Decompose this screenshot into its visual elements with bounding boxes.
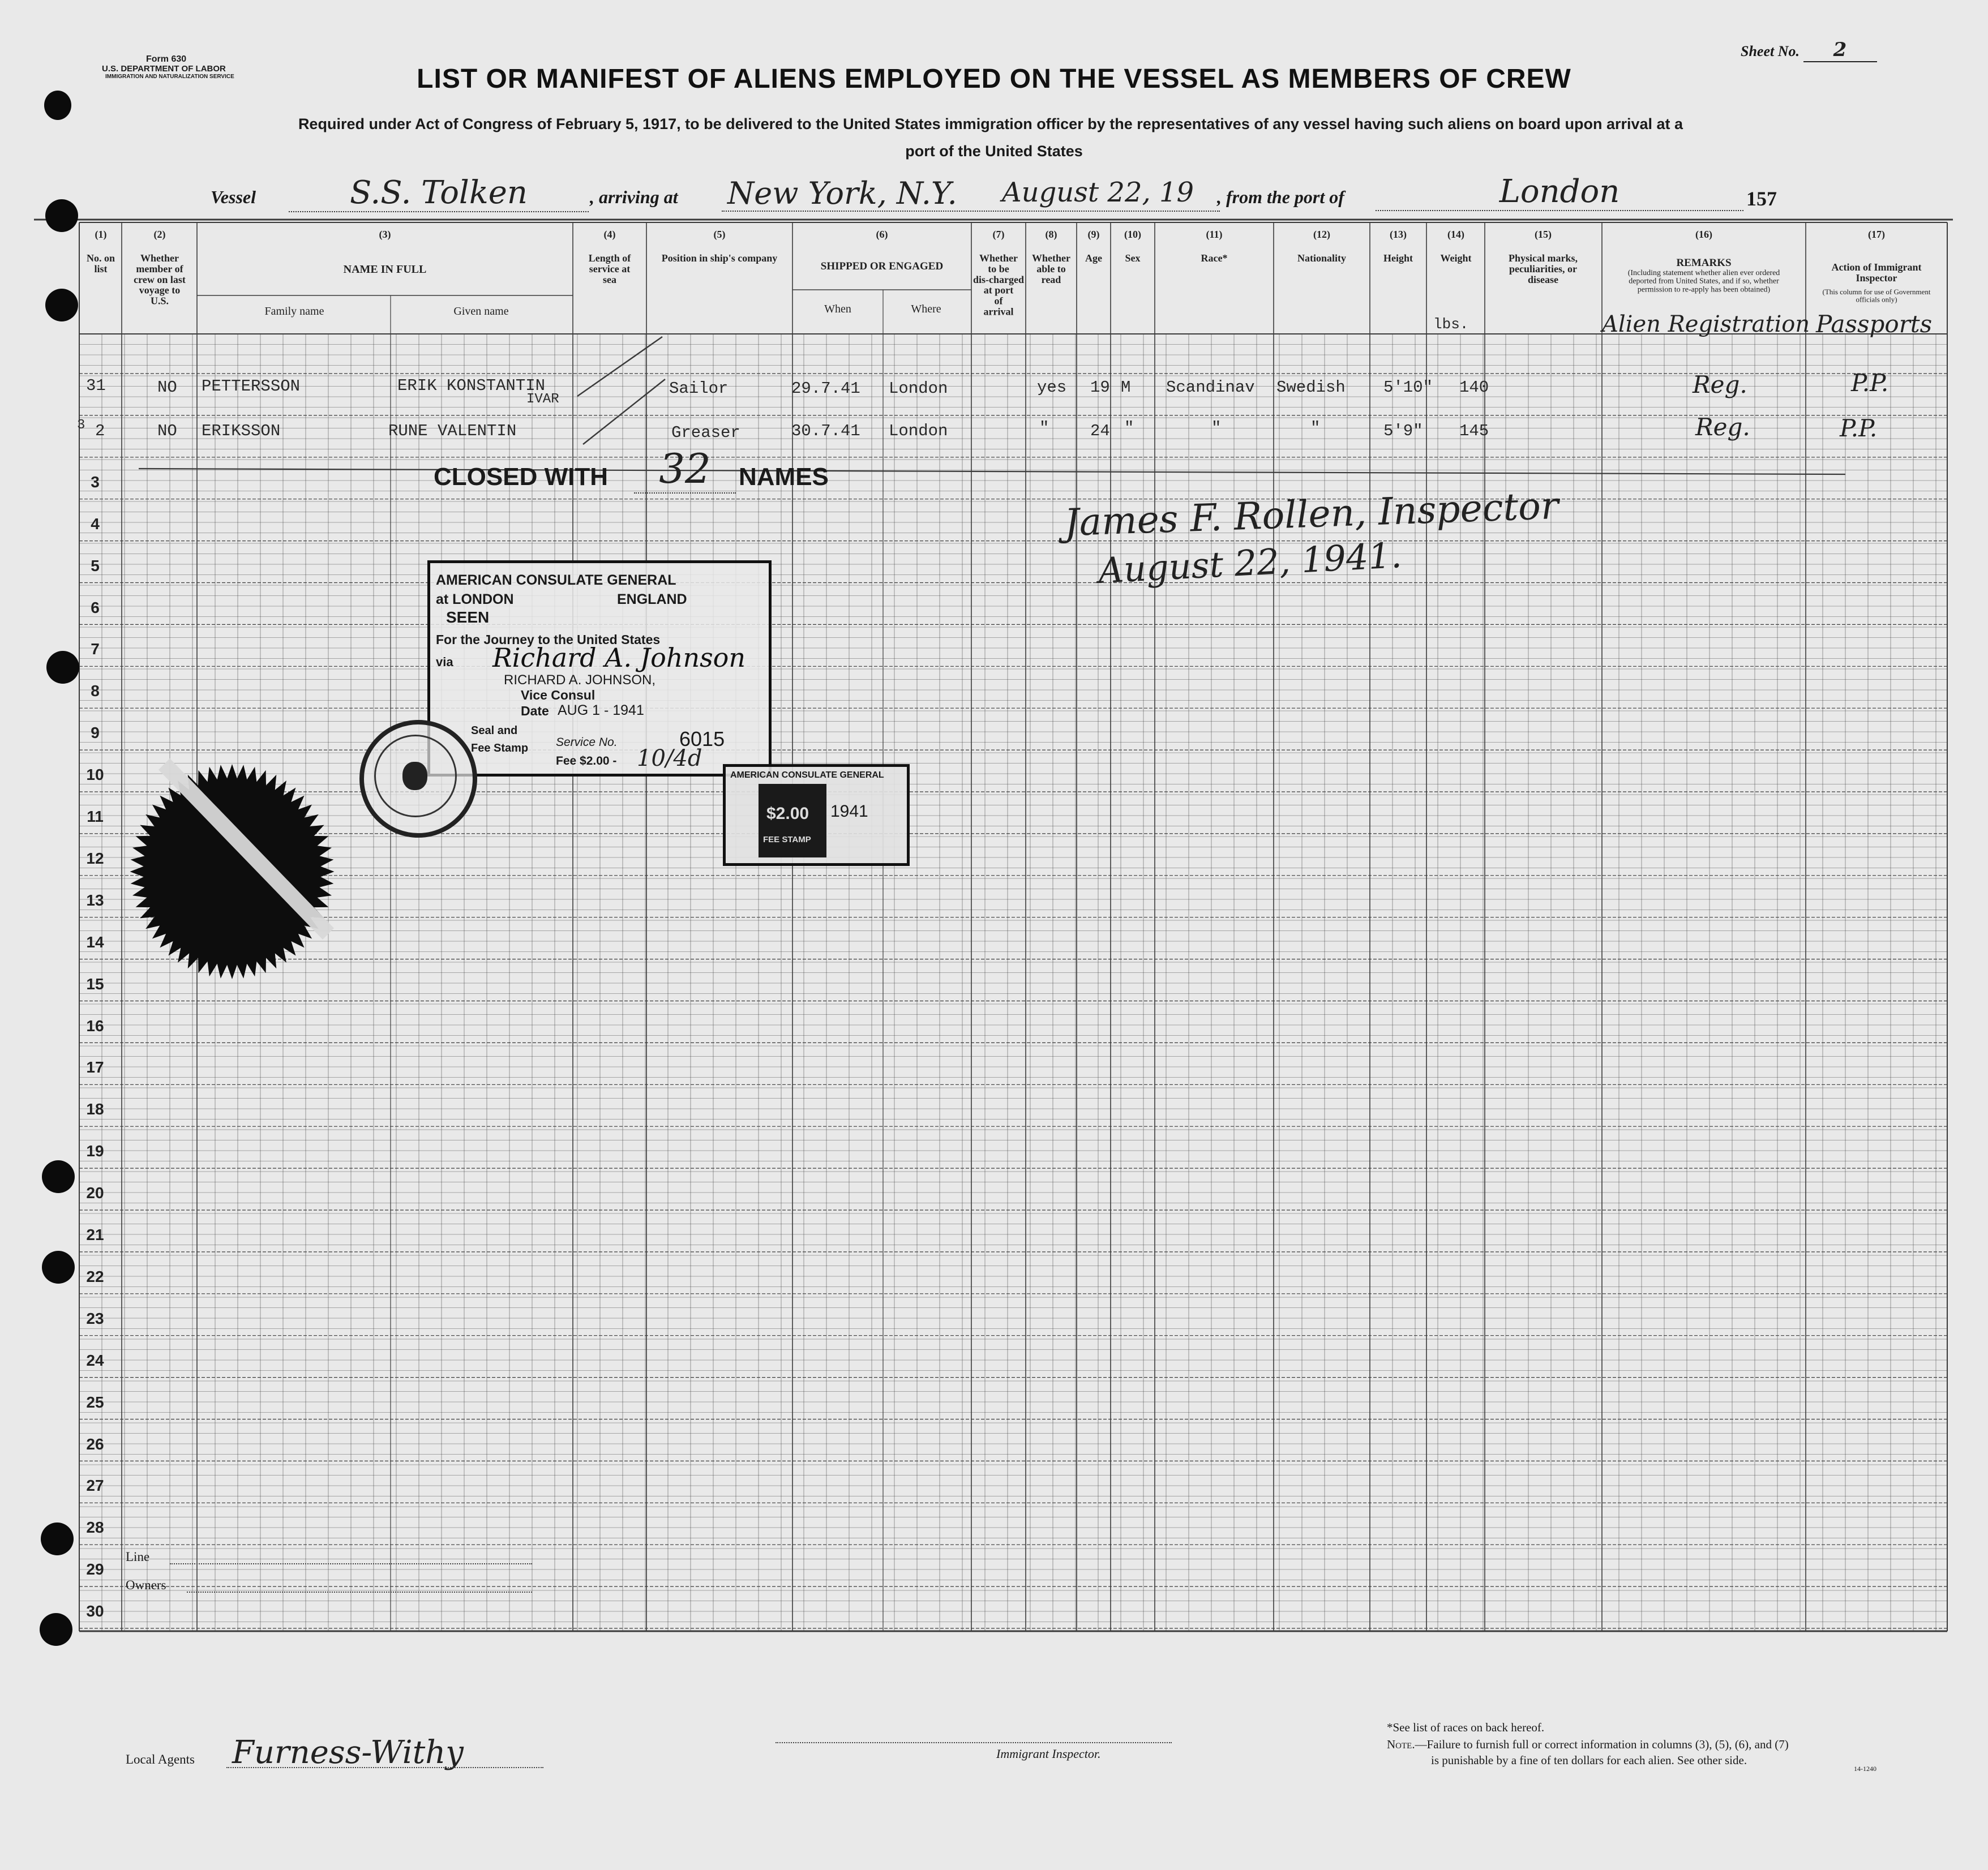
column-header-text: dis-charged: [973, 273, 1024, 285]
column-header-text: list: [94, 263, 108, 275]
column-header-text: NAME IN FULL: [343, 263, 427, 276]
crew-last-voyage: NO: [157, 422, 177, 440]
age: 24: [1090, 422, 1110, 440]
agents-field: [226, 1767, 543, 1768]
column-header-text: (13): [1390, 229, 1407, 240]
weight: 140: [1459, 378, 1489, 397]
closing-count: 32: [634, 445, 736, 494]
column-header-text: (Including statement whether alien ever ordered: [1627, 269, 1780, 277]
row-number: 9: [91, 724, 100, 742]
column-header-text: permission to re-apply has been obtained): [1637, 285, 1771, 294]
binder-hole: [41, 1522, 74, 1555]
stamp-fee-label: Fee $2.00 -: [556, 754, 617, 767]
remarks: Reg.: [1693, 371, 1747, 398]
column-header-text: Whether: [979, 252, 1018, 264]
row-number: 27: [86, 1477, 104, 1495]
column-header-text: Whether: [140, 252, 179, 264]
row-number: 18: [86, 1100, 104, 1118]
subtitle-line-1: Required under Act of Congress of February 5, 1917, to be delivered to the United States immigration officer by the representatives of any vessel having such aliens on board upon arrival at a: [298, 115, 1683, 132]
form-code: 14-1240: [1854, 1765, 1876, 1773]
column-header-text: able to: [1036, 263, 1066, 275]
vessel-label: Vessel: [211, 187, 256, 207]
inspector-signature-field: [776, 1742, 1172, 1743]
fine-note-2: is punishable by a fine of ten dollars for each alien. See other side.: [1431, 1753, 1747, 1767]
arrival-date: August 22, 19: [1002, 177, 1194, 208]
departure-port: London: [1376, 173, 1743, 211]
owners-label: Owners: [126, 1578, 166, 1592]
column-header-text: Action of Immigrant: [1831, 261, 1922, 273]
column-header-text: service at: [589, 263, 631, 275]
consulate-seal: [359, 720, 477, 838]
column-header-text: Weight: [1440, 252, 1472, 264]
column-header-text: (4): [603, 229, 616, 240]
row-number: 23: [86, 1309, 104, 1327]
row-number: 24: [86, 1351, 104, 1369]
column-header-text: (12): [1313, 229, 1330, 240]
given-name-2: IVAR: [526, 392, 559, 407]
column-header-text: Inspector: [1856, 272, 1897, 284]
fee-stamp: [723, 764, 910, 866]
column-header-text: (15): [1535, 229, 1552, 240]
column-header-text: (16): [1695, 229, 1712, 240]
column-header-text: (3): [379, 229, 391, 240]
column-header-text: Sex: [1125, 252, 1141, 264]
column-header-text: peculiarities, or: [1509, 263, 1577, 275]
given-name: RUNE VALENTIN: [388, 422, 517, 440]
column-header-text: Length of: [588, 252, 631, 264]
from-port-label: , from the port of: [1217, 187, 1344, 207]
able-to-read: yes: [1037, 378, 1067, 397]
sex: ": [1124, 419, 1134, 438]
stamp-fee-stamp-label: Fee Stamp: [471, 742, 529, 754]
column-header-text: arrival: [983, 306, 1014, 318]
row-number: 21: [86, 1226, 104, 1243]
agents-value: Furness-Withy: [232, 1734, 464, 1771]
column-header-text: Physical marks,: [1508, 252, 1578, 264]
stamp-line4: For the Journey to the United States: [436, 632, 661, 647]
column-header-text: Race*: [1201, 252, 1228, 264]
entry-number: 2: [95, 422, 105, 440]
row-number: 17: [86, 1058, 104, 1076]
line-label: Line: [126, 1550, 150, 1564]
stamp-service-value: 6015: [679, 727, 725, 750]
row-number: 14: [86, 933, 104, 951]
row-number: 13: [86, 891, 104, 909]
races-note: *See list of races on back hereof.: [1387, 1721, 1545, 1734]
column-header-text: U.S.: [150, 295, 169, 307]
fee-stamp-amount: $2.00: [766, 804, 809, 823]
stamp-via: via: [436, 655, 453, 669]
row-number: 3: [91, 473, 100, 491]
binder-hole: [40, 1613, 72, 1646]
race: ": [1211, 419, 1222, 438]
given-name: ERIK KONSTANTIN: [397, 376, 546, 395]
fee-stamp-year: 1941: [830, 802, 868, 821]
row-number: 22: [86, 1267, 104, 1285]
binder-hole: [42, 1160, 75, 1193]
column-header-text: deported from United States, and if so, whether: [1629, 277, 1779, 286]
weight-unit: lbs.: [1433, 316, 1469, 333]
column-header-text: (6): [876, 229, 888, 240]
stamp-officer: RICHARD A. JOHNSON,: [504, 672, 656, 688]
stamp-line1: AMERICAN CONSULATE GENERAL: [436, 572, 676, 588]
year-suffix: 157: [1746, 187, 1777, 210]
column-header-text: disease: [1528, 273, 1558, 285]
row-number: 29: [86, 1560, 104, 1579]
row-number: 28: [86, 1519, 104, 1537]
remarks: Reg.: [1695, 413, 1750, 441]
stamp-line2b: ENGLAND: [617, 591, 687, 607]
height: 5'10": [1383, 378, 1433, 397]
shipped-when: 30.7.41: [791, 422, 860, 440]
column-header-text: Family name: [264, 305, 324, 318]
column-header-text: (This column for use of Government: [1822, 288, 1931, 296]
column-header-text: When: [824, 303, 851, 315]
fee-stamp-label: FEE STAMP: [763, 835, 811, 844]
row-number: 16: [86, 1017, 104, 1035]
fee-stamp-header: AMERICAN CONSULATE GENERAL: [730, 770, 884, 780]
note-label: Note.: [1387, 1738, 1415, 1751]
column-header-text: (11): [1206, 229, 1223, 240]
row-number: 25: [86, 1393, 104, 1411]
column-header-text: to be: [988, 263, 1009, 275]
service-label: IMMIGRATION AND NATURALIZATION SERVICE: [105, 74, 234, 80]
column-header-text: of: [994, 295, 1003, 307]
race: Scandinav: [1166, 378, 1255, 397]
binder-hole: [44, 91, 71, 120]
note-text: —Failure to furnish full or correct information in columns (3), (5), (6), and (7): [1415, 1738, 1789, 1751]
consul-signature: Richard A. Johnson: [492, 642, 746, 673]
family-name: PETTERSSON: [202, 377, 301, 396]
stamp-line2a: at LONDON: [436, 591, 514, 607]
row-number: 7: [91, 640, 100, 658]
column-header-text: Whether: [1032, 252, 1070, 264]
column-header-text: Nationality: [1297, 252, 1347, 264]
column-header-text: member of: [136, 263, 183, 275]
action-header-note: Passports: [1816, 310, 1933, 338]
weight: 145: [1459, 422, 1489, 440]
row-number: 4: [91, 514, 100, 533]
eagle-emblem-icon: [402, 762, 427, 790]
fee-stamp-city: LONDON: [778, 846, 822, 857]
nationality: Swedish: [1276, 378, 1346, 397]
inspector-name: James F. Rollen, Inspector: [1063, 483, 1559, 545]
arrival-port: New York, N.Y.: [727, 175, 957, 211]
stamp-service-label: Service No.: [556, 736, 618, 749]
column-header-text: (10): [1124, 229, 1141, 240]
stamp-seal-label: Seal and: [471, 724, 518, 737]
wax-seal-icon: [119, 747, 368, 996]
stamp-date-value: AUG 1 - 1941: [558, 702, 644, 718]
family-name: ERIKSSON: [202, 422, 281, 440]
grid-line: [577, 337, 662, 396]
line-field: [170, 1563, 532, 1564]
column-header-text: (7): [992, 229, 1005, 240]
sheet-number: 2: [1803, 38, 1877, 62]
column-header-text: (5): [713, 229, 726, 240]
column-header-text: Position in ship's company: [661, 252, 778, 264]
column-header-text: (14): [1447, 229, 1464, 240]
entry-number-prefix: 3: [77, 418, 85, 433]
stamp-title: Vice Consul: [521, 688, 595, 702]
form-number: Form 630: [146, 54, 187, 64]
age: 19: [1090, 378, 1110, 397]
subtitle-line-2: port of the United States: [905, 143, 1083, 160]
owners-field: [187, 1592, 532, 1593]
consulate-stamp: [427, 560, 772, 777]
position: Sailor: [669, 379, 729, 398]
row-number: 19: [86, 1142, 104, 1160]
page-title: LIST OR MANIFEST OF ALIENS EMPLOYED ON THE VESSEL AS MEMBERS OF CREW: [417, 64, 1571, 94]
inspector-action: P.P.: [1840, 414, 1878, 442]
column-header-text: officials only): [1856, 295, 1897, 304]
row-number: 12: [86, 849, 104, 867]
nationality: ": [1310, 419, 1321, 438]
row-number: 6: [91, 598, 100, 616]
height: 5'9": [1383, 422, 1423, 440]
position: Greaser: [671, 423, 740, 442]
row-number: 11: [87, 808, 104, 825]
closing-suffix: NAMES: [739, 463, 829, 491]
fine-note: [1387, 1738, 1789, 1752]
stamp-line3: SEEN: [446, 608, 490, 626]
row-number: 10: [86, 766, 104, 784]
column-header-text: REMARKS: [1676, 257, 1732, 269]
column-header-text: (9): [1087, 229, 1100, 240]
row-number: 8: [91, 682, 100, 700]
row-number: 5: [91, 556, 100, 574]
department-label: U.S. DEPARTMENT OF LABOR: [102, 64, 226, 74]
column-header-text: (8): [1045, 229, 1057, 240]
stamp-date-label: Date: [521, 704, 549, 718]
column-header-text: Height: [1383, 252, 1413, 264]
column-header-text: Age: [1085, 252, 1102, 264]
column-header-text: at port: [983, 284, 1014, 296]
row-number: 20: [86, 1184, 104, 1202]
closing-prefix: CLOSED WITH: [434, 463, 608, 491]
shipped-where: London: [889, 422, 948, 440]
shipped-where: London: [889, 379, 948, 398]
agents-label: Local Agents: [126, 1752, 195, 1766]
column-header-text: voyage to: [139, 284, 181, 296]
column-header-text: (2): [153, 229, 166, 240]
binder-hole: [45, 289, 78, 321]
inspector-label: Immigrant Inspector.: [996, 1747, 1101, 1761]
inspector-date: August 22, 1941.: [1097, 534, 1403, 591]
column-header-text: No. on: [86, 252, 115, 264]
inspector-action: P.P.: [1851, 369, 1889, 397]
column-header-text: Given name: [453, 305, 509, 318]
column-header-text: (1): [95, 229, 107, 240]
remarks-header-note: Alien Registration: [1602, 311, 1810, 337]
grid-line: [139, 469, 1845, 474]
binder-hole: [46, 651, 79, 684]
column-header-text: SHIPPED OR ENGAGED: [820, 260, 944, 272]
binder-hole: [42, 1251, 75, 1284]
grid-line: [583, 379, 665, 444]
able-to-read: ": [1039, 419, 1049, 438]
arriving-label: , arriving at: [590, 187, 678, 207]
entry-number: 31: [86, 376, 106, 395]
row-number: 15: [86, 975, 104, 993]
vessel-name: S.S. Tolken: [289, 174, 589, 212]
crew-last-voyage: NO: [157, 378, 177, 397]
column-header-text: sea: [603, 273, 616, 285]
shipped-when: 29.7.41: [791, 379, 860, 398]
column-header-text: read: [1041, 273, 1061, 285]
row-number: 26: [86, 1435, 104, 1453]
column-header-text: (17): [1868, 229, 1885, 240]
row-number: 30: [86, 1602, 104, 1620]
column-header-text: Where: [911, 303, 941, 315]
sheet-label: Sheet No.: [1741, 43, 1800, 59]
stamp-fee-value: 10/4d: [637, 745, 702, 771]
binder-hole: [45, 199, 78, 232]
column-header-text: crew on last: [134, 273, 186, 285]
sex: M: [1121, 378, 1131, 397]
